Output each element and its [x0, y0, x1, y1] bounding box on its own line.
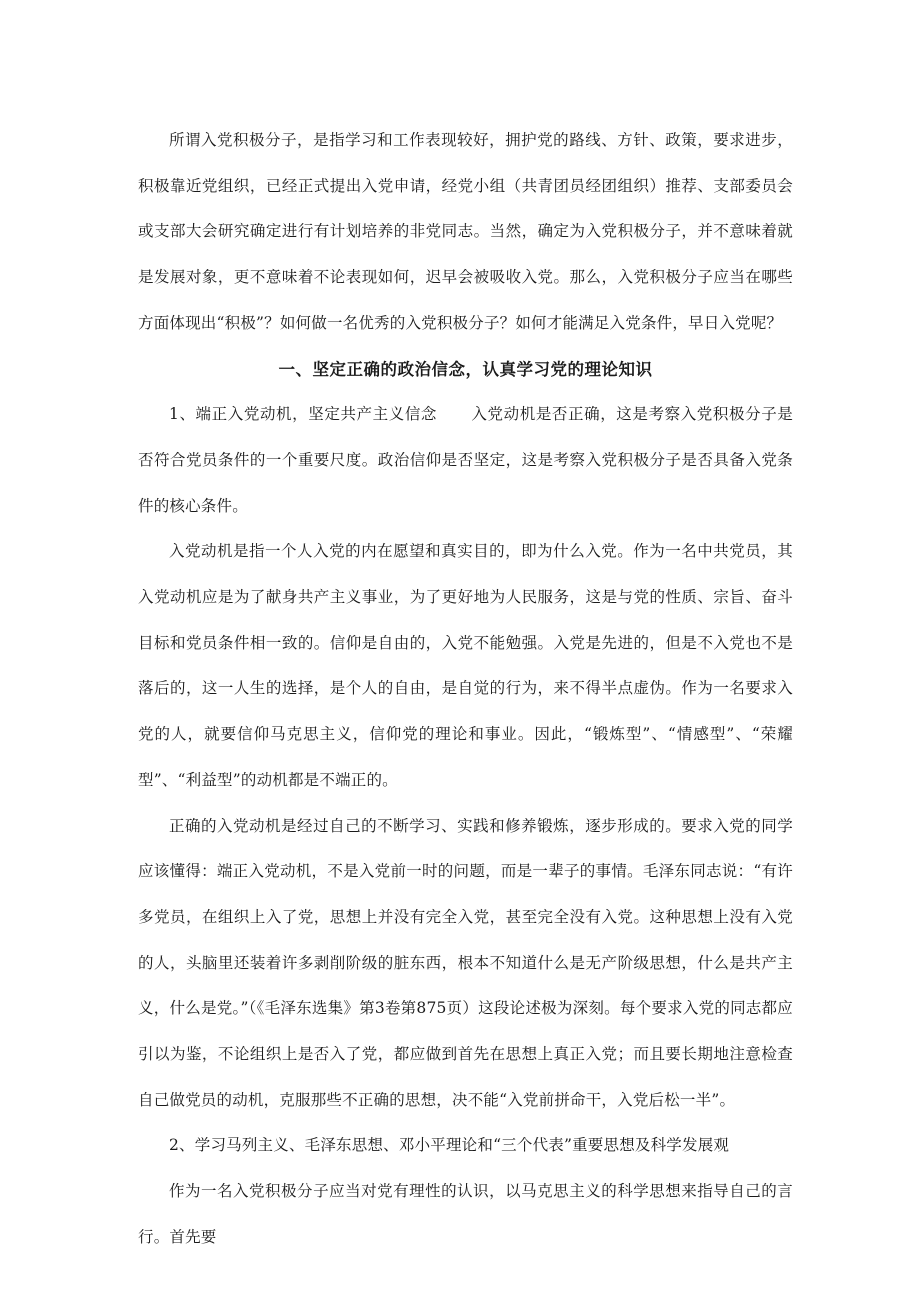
item1-title: 1、端正入党动机，坚定共产主义信念	[169, 405, 438, 424]
item1-paragraph	[138, 392, 793, 529]
intro-paragraph: 所谓入党积极分子，是指学习和工作表现较好，拥护党的路线、方针、政策，要求进步，积极靠近党组织，已经正式提出入党申请，经党小组（共青团员经团组织）推荐、支部委员会或支部大会研究确定进行有计划培养的非党同志。当然，确定为入党积极分子，并不意味着就是发展对象，更不意味着不论表现如何，迟早会被吸收入党。那么，入党积极分子应当在哪些方面体现出“积极”？如何做一名优秀的入党积极分子？如何才能满足入党条件，早日入党呢？	[138, 131, 793, 332]
motive-paragraph: 入党动机是指一个人入党的内在愿望和真实目的，即为什么入党。作为一名中共党员，其入党动机应是为了献身共产主义事业，为了更好地为人民服务，这是与党的性质、宗旨、奋斗目标和党员条件相一致的。信仰是自由的，入党不能勉强。入党是先进的，但是不入党也不是落后的，这一人生的选择，是个人的自由，是自觉的行为，来不得半点虚伪。作为一名要求入党的人，就要信仰马克思主义，信仰党的理论和事业。因此，“锻炼型”、“情感型”、“荣耀型”、“利益型”的动机都是不端正的。	[138, 542, 793, 789]
section-heading: 一、坚定正确的政治信念，认真学习党的理论知识	[278, 359, 653, 379]
study-paragraph: 作为一名入党积极分子应当对党有理性的认识，以马克思主义的科学思想来指导自己的言行。首先要	[138, 1182, 793, 1246]
item2-title: 2、学习马列主义、毛泽东思想、邓小平理论和“三个代表”重要思想及科学发展观	[169, 1136, 730, 1155]
correct-motive-paragraph: 正确的入党动机是经过自己的不断学习、实践和修养锻炼，逐步形成的。要求入党的同学应该懂得：端正入党动机，不是入党前一时的问题，而是一辈子的事情。毛泽东同志说：“有许多党员，在组织上入了党，思想上并没有完全入党，甚至完全没有入党。这种思想上没有入党的人，头脑里还装着许多剥削阶级的脏东西，根本不知道什么是无产阶级思想，什么是共产主义，什么是党。”（《毛泽东选集》第3卷第875页）这段论述极为深刻。每个要求入党的同志都应引以为鉴，不论组织上是否入了党，都应做到首先在思想上真正入党；而且要长期地注意检查自己做党员的动机，克服那些不正确的思想，决不能“入党前拼命干，入党后松一半”。	[138, 816, 793, 1109]
document-body	[138, 118, 793, 1261]
item1-text: 入党动机是否正确，这是考察入党积极分子是否符合党员条件的一个重要尺度。政治信仰是否坚定，这是考察入党积极分子是否具备入党条件的核心条件。	[138, 405, 793, 515]
